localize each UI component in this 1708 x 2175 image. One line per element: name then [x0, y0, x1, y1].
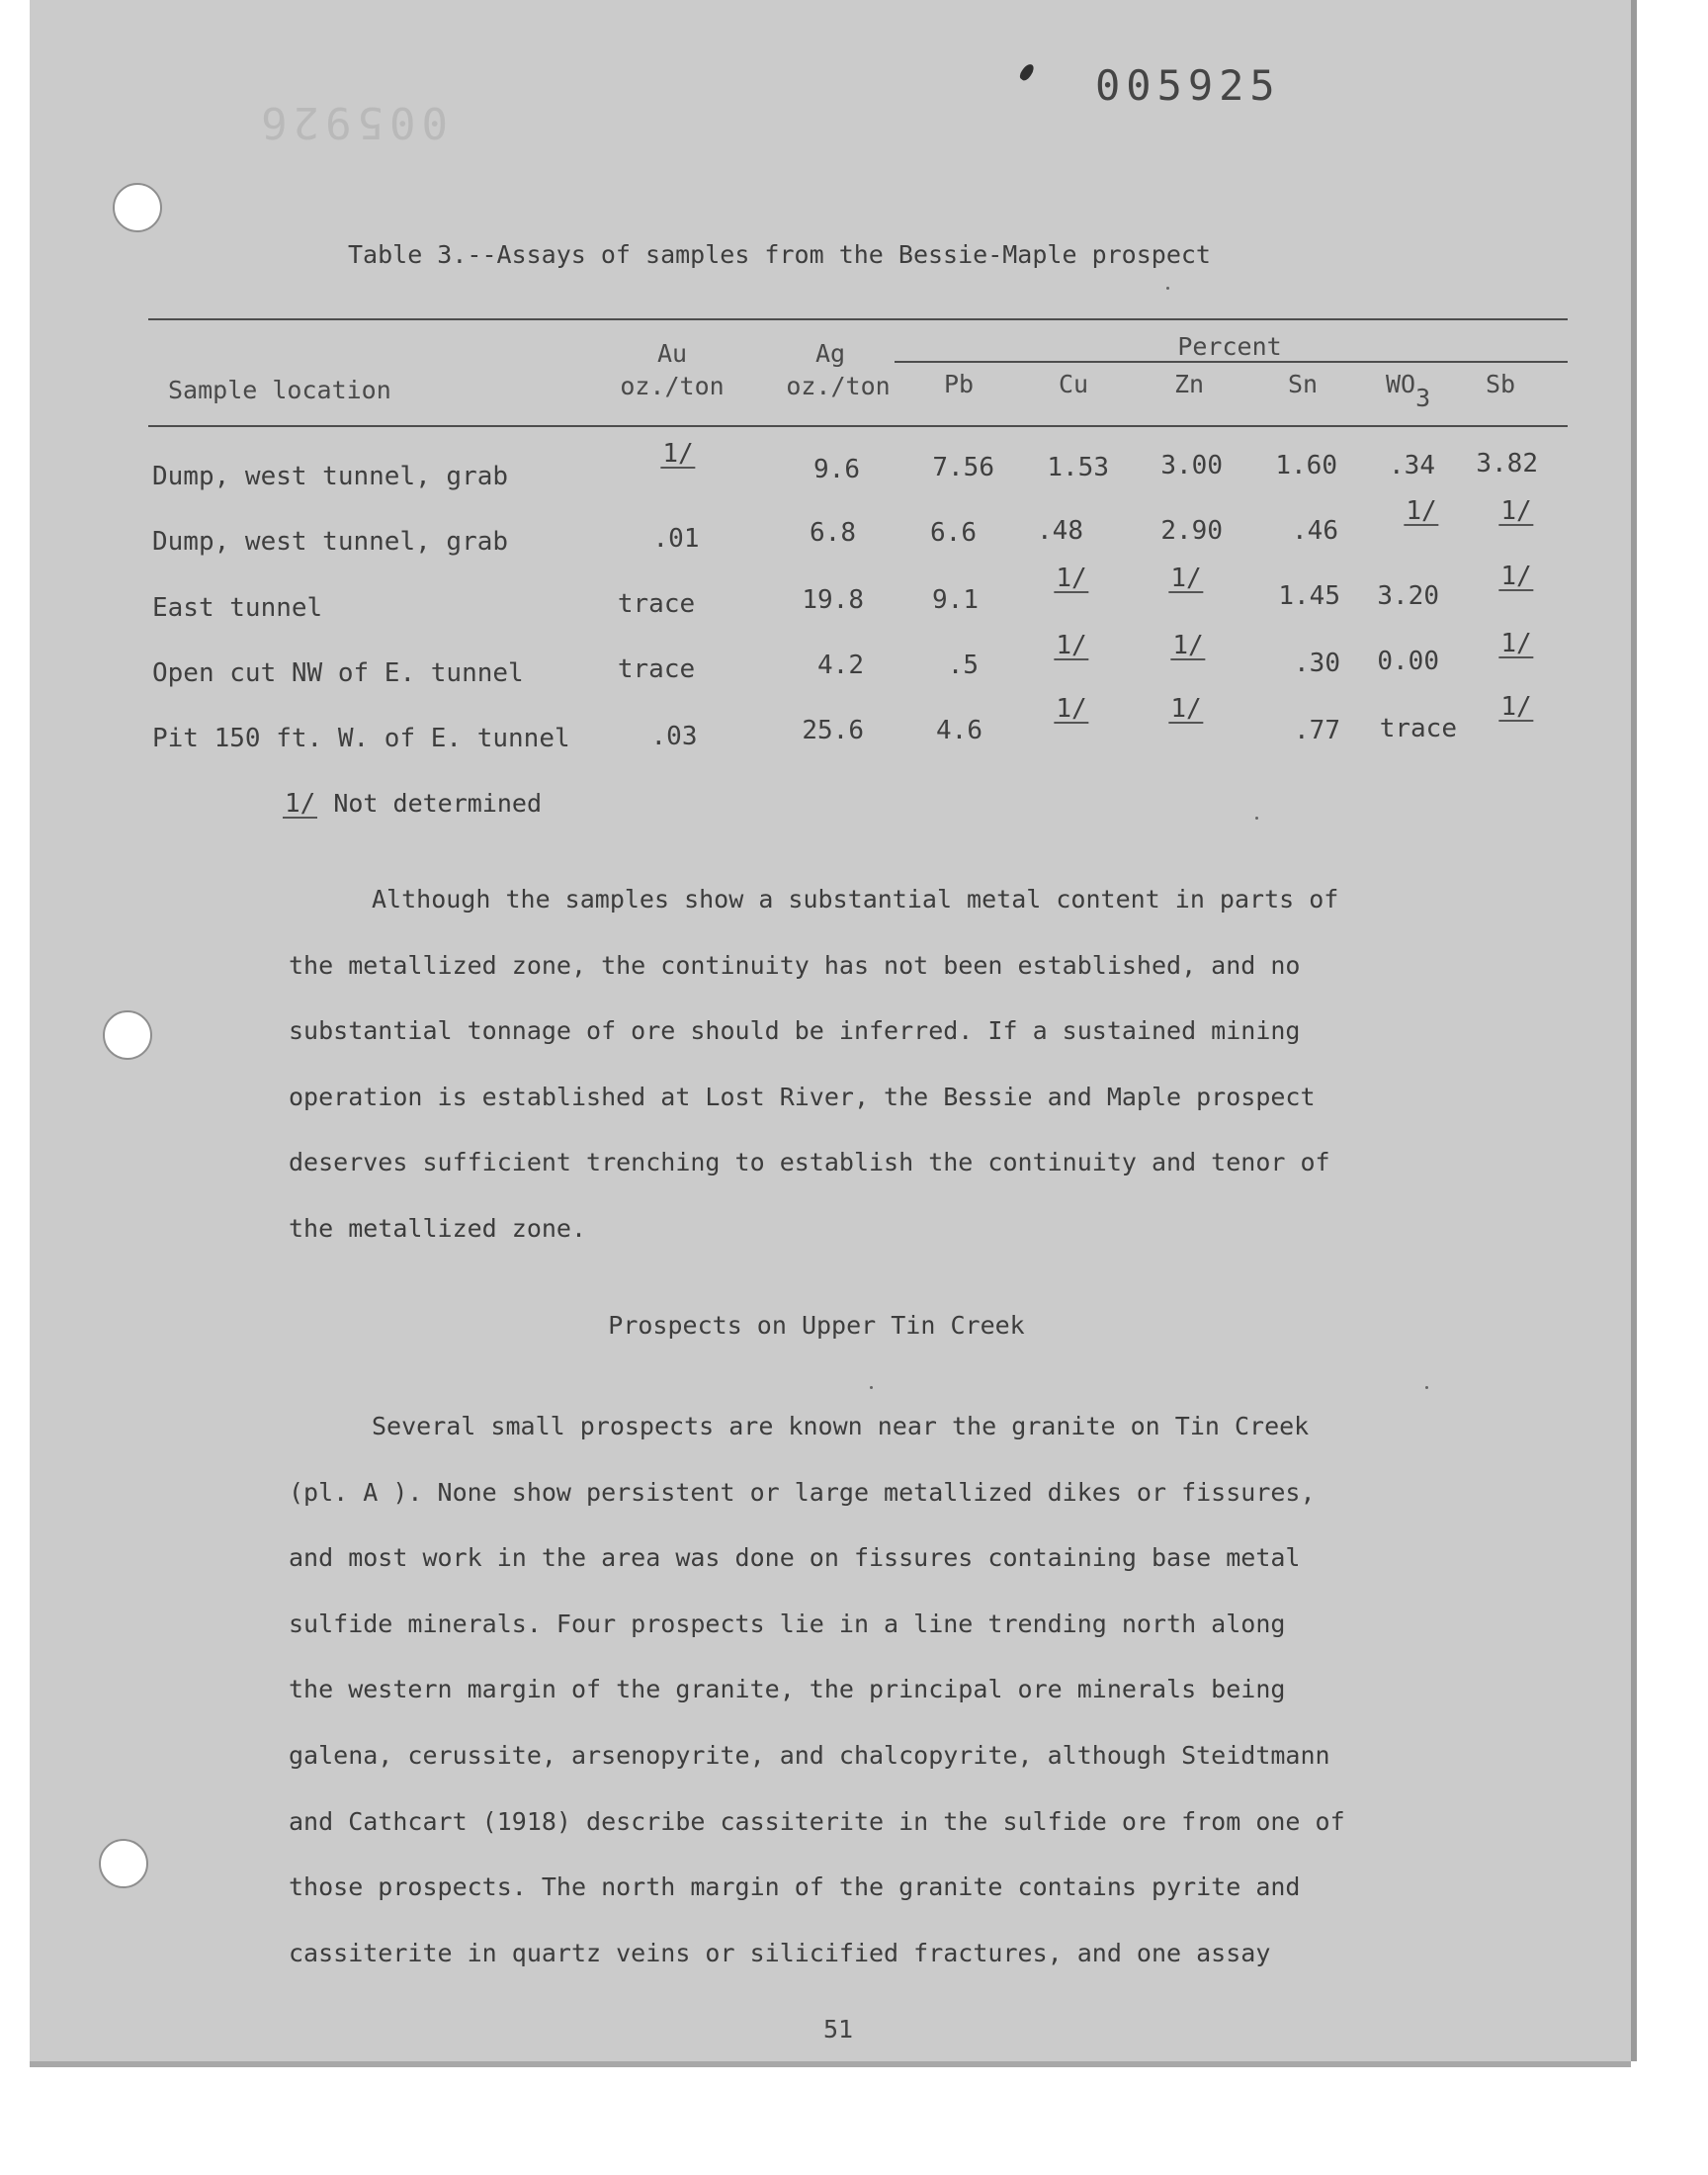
paragraph-line: the western margin of the granite, the principal ore minerals being	[289, 1675, 1286, 1704]
header-sn: Sn	[1287, 370, 1319, 398]
speck	[1425, 1386, 1428, 1389]
cell-cu: 1.53	[1047, 453, 1109, 482]
cell-wo3: trace	[1379, 714, 1457, 743]
footnote-ref: 1/	[1500, 496, 1532, 526]
cell-pb: 4.6	[936, 716, 982, 745]
paragraph-line: those prospects. The north margin of the granite contains pyrite and	[289, 1872, 1301, 1902]
header-wo3-text: WO	[1386, 370, 1416, 398]
cell-au: .01	[652, 524, 700, 554]
cell-sn: .77	[1294, 716, 1340, 745]
cell-sn: 1.60	[1275, 451, 1337, 480]
header-ag-unit: oz./ton	[786, 372, 891, 400]
cell-zn	[1168, 694, 1203, 724]
cell-location: Dump, west tunnel, grab	[152, 462, 509, 491]
cell-au: trace	[617, 589, 696, 619]
cell-sb: 3.82	[1476, 449, 1538, 478]
footnote-ref: 1/	[1500, 629, 1532, 658]
cell-location: Open cut NW of E. tunnel	[152, 658, 524, 688]
cell-cu	[1054, 694, 1088, 724]
section-heading: Prospects on Upper Tin Creek	[608, 1311, 1025, 1340]
cell-cu	[1054, 564, 1088, 593]
paragraph-line: the metallized zone.	[289, 1213, 587, 1243]
paragraph-line: cassiterite in quartz veins or silicified fractures, and one assay	[289, 1938, 1271, 1967]
speck	[1166, 287, 1169, 290]
footnote-ref: 1/	[1056, 631, 1087, 660]
cell-ag: 4.2	[817, 651, 864, 680]
header-pb: Pb	[943, 370, 975, 398]
cell-location: Pit 150 ft. W. of E. tunnel	[152, 724, 570, 753]
page-number: 51	[822, 2015, 854, 2044]
cell-au: trace	[617, 654, 696, 684]
footnote-ref: 1/	[1500, 692, 1532, 722]
paragraph-line: Although the samples show a substantial metal content in parts of	[372, 885, 1339, 914]
cell-cu: .48	[1037, 516, 1083, 546]
cell-ag: 9.6	[813, 455, 860, 484]
cell-sn: .30	[1294, 649, 1340, 678]
cell-au	[660, 439, 695, 469]
cell-sn: 1.45	[1278, 581, 1340, 611]
paragraph-line: substantial tonnage of ore should be inferred. If a sustained mining	[289, 1016, 1301, 1046]
paragraph-line: galena, cerussite, arsenopyrite, and chalcopyrite, although Steidtmann	[289, 1740, 1330, 1770]
document-number: 005925	[1095, 61, 1281, 110]
paragraph-line: Several small prospects are known near the granite on Tin Creek	[372, 1412, 1310, 1440]
footnote-ref: 1/	[1056, 694, 1087, 724]
footnote-ref: 1/	[1056, 564, 1087, 593]
paragraph-line: sulfide minerals. Four prospects lie in a line trending north along	[289, 1609, 1286, 1638]
cell-cu	[1054, 631, 1088, 660]
cell-wo3: .34	[1389, 451, 1435, 480]
paragraph-line: (pl. A ). None show persistent or large metallized dikes or fissures,	[289, 1477, 1316, 1507]
ghost-document-number: 005926	[255, 97, 448, 147]
cell-sb	[1498, 629, 1533, 658]
cell-ag: 6.8	[810, 518, 856, 548]
footnote-ref: 1/	[1172, 631, 1204, 660]
cell-pb: .5	[947, 651, 979, 680]
header-percent: Percent	[1177, 332, 1282, 361]
header-sb: Sb	[1485, 370, 1516, 398]
cell-sb	[1498, 692, 1533, 722]
header-ag-name: Ag	[814, 339, 846, 368]
header-wo3	[1386, 370, 1431, 412]
footnote-text: Not determined	[333, 789, 543, 818]
paragraph-line: the metallized zone, the continuity has not been established, and no	[289, 950, 1301, 980]
speck	[870, 1386, 873, 1389]
header-zn: Zn	[1173, 370, 1205, 398]
footnote-ref: 1/	[1170, 564, 1202, 593]
cell-location: East tunnel	[152, 593, 323, 623]
cell-zn: 2.90	[1160, 516, 1223, 546]
paragraph-line: and most work in the area was done on fissures containing base metal	[289, 1543, 1301, 1573]
table-top-rule	[148, 318, 1568, 320]
header-cu: Cu	[1058, 370, 1089, 398]
footnote-ref: 1/	[662, 439, 694, 469]
cell-wo3	[1404, 496, 1438, 526]
header-au-unit: oz./ton	[620, 372, 725, 400]
punch-hole	[99, 1839, 148, 1888]
punch-hole	[103, 1010, 152, 1060]
paragraph-line: deserves sufficient trenching to establish the continuity and tenor of	[289, 1148, 1330, 1177]
cell-au: .03	[650, 722, 698, 751]
header-sample-location: Sample location	[168, 376, 391, 404]
table-footnote	[283, 789, 542, 819]
footnote-marker: 1/	[285, 789, 316, 819]
cell-location: Dump, west tunnel, grab	[152, 527, 509, 557]
body-paragraph	[289, 885, 1494, 1280]
cell-pb: 9.1	[932, 585, 979, 615]
table-title: Table 3.--Assays of samples from the Bessie-Maple prospect	[348, 240, 1211, 269]
cell-zn	[1168, 564, 1203, 593]
footnote-ref: 1/	[1406, 496, 1437, 526]
cell-ag: 25.6	[802, 716, 864, 745]
cell-pb: 7.56	[932, 453, 994, 482]
speck	[1255, 817, 1258, 820]
punch-hole	[113, 183, 162, 232]
cell-zn	[1170, 631, 1205, 660]
body-paragraph	[289, 1412, 1494, 2004]
cell-sb	[1498, 496, 1533, 526]
percent-rule	[895, 361, 1568, 363]
header-au-name: Au	[656, 339, 688, 368]
cell-sn: .46	[1292, 516, 1338, 546]
cell-ag: 19.8	[802, 585, 864, 615]
cell-wo3: 0.00	[1377, 647, 1439, 676]
footnote-ref: 1/	[1500, 562, 1532, 591]
cell-sb	[1498, 562, 1533, 591]
footnote-ref: 1/	[1170, 694, 1202, 724]
cell-pb: 6.6	[930, 518, 977, 548]
cell-wo3: 3.20	[1377, 581, 1439, 611]
table-header-rule	[148, 425, 1568, 427]
paragraph-line: operation is established at Lost River, the Bessie and Maple prospect	[289, 1082, 1316, 1111]
cell-zn: 3.00	[1160, 451, 1223, 480]
header-wo3-subscript: 3	[1415, 384, 1431, 412]
paragraph-line: and Cathcart (1918) describe cassiterite in the sulfide ore from one of	[289, 1806, 1345, 1836]
